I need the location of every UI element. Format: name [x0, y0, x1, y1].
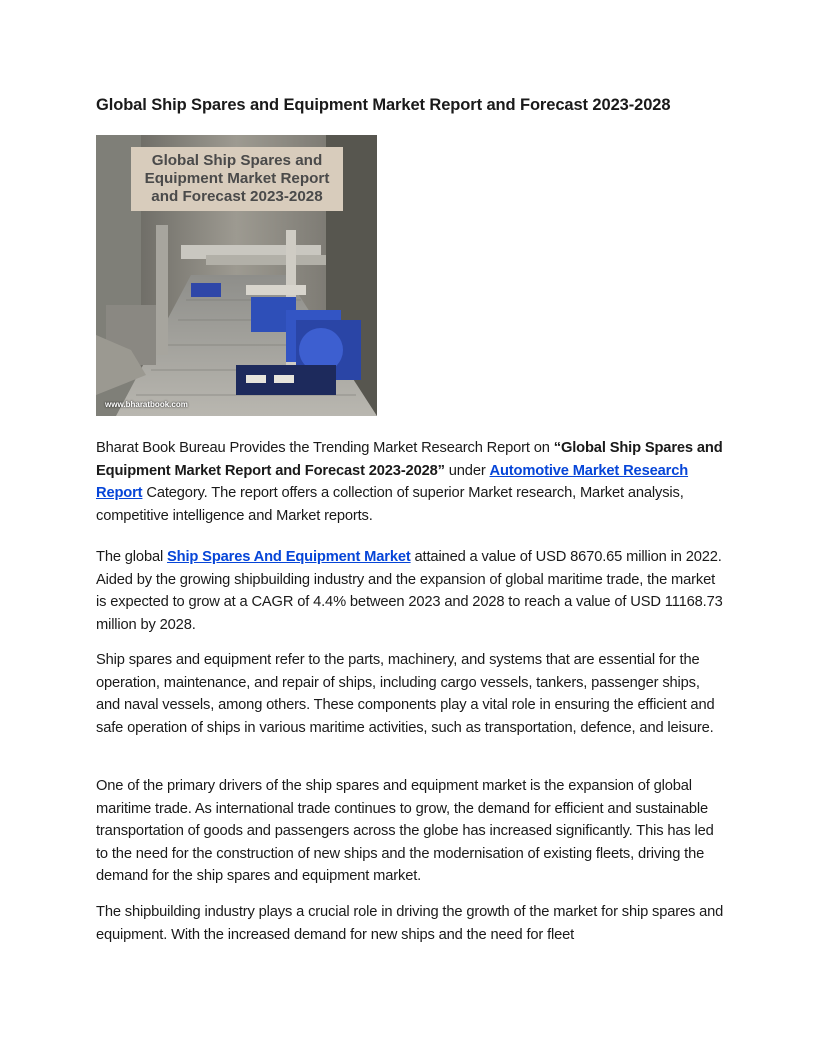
- intro-paragraph: [96, 437, 726, 527]
- intro-text: Bharat Book Bureau Provides the Trending Market Research Report on: [96, 440, 554, 456]
- engine-room-image: [96, 135, 377, 416]
- drivers-paragraph: One of the primary drivers of the ship spares and equipment market is the expansion of global maritime trade. As international trade continues to grow, the demand for efficient and sustainable transportation of goods and passengers across the globe has increased significantly. This has led to the need for the construction of new ships and the modernisation of existing fleets, driving the demand for the ship spares and equipment market.: [96, 778, 714, 884]
- market-value-paragraph: [96, 546, 726, 636]
- automotive-market-research-link[interactable]: Automotive Market Research Report: [96, 462, 689, 501]
- page-title: Global Ship Spares and Equipment Market Report and Forecast 2023-2028: [96, 96, 671, 114]
- shipbuilding-paragraph: The shipbuilding industry plays a crucial role in driving the growth of the market for ship spares and equipment. With the increased demand for new ships and the need for fleet: [96, 904, 724, 943]
- report-name-quote: “Global Ship Spares and Equipment Market Report and Forecast 2023-2028”: [96, 440, 723, 479]
- image-watermark: www.bharatbook.com: [105, 400, 188, 409]
- ship-spares-market-link[interactable]: Ship Spares And Equipment Market: [167, 549, 411, 565]
- market-text: The global: [96, 549, 168, 565]
- market-text: attained a value of USD 8670.65 million in 2022. Aided by the growing shipbuilding industry and the expansion of global maritime trade, the market is expected to grow at a CAGR of 4.4% between 2023 and 2028 to reach a value of USD 11168.73 million by 2028.: [96, 549, 723, 633]
- intro-text: Category. The report offers a collection of superior Market research, Market analysis, competitive intelligence and Market reports.: [96, 485, 684, 524]
- definition-paragraph: Ship spares and equipment refer to the parts, machinery, and systems that are essential for the operation, maintenance, and repair of ships, including cargo vessels, tankers, passenger ships, and naval vessels, among others. These components play a vital role in ensuring the efficient and safe operation of ships in various maritime activities, such as transportation, defence, and leisure.: [96, 652, 715, 736]
- intro-text: under: [444, 462, 490, 479]
- image-banner: [131, 147, 343, 211]
- image-banner-text: Global Ship Spares and Equipment Market Report and Forecast 2023-2028: [144, 152, 330, 205]
